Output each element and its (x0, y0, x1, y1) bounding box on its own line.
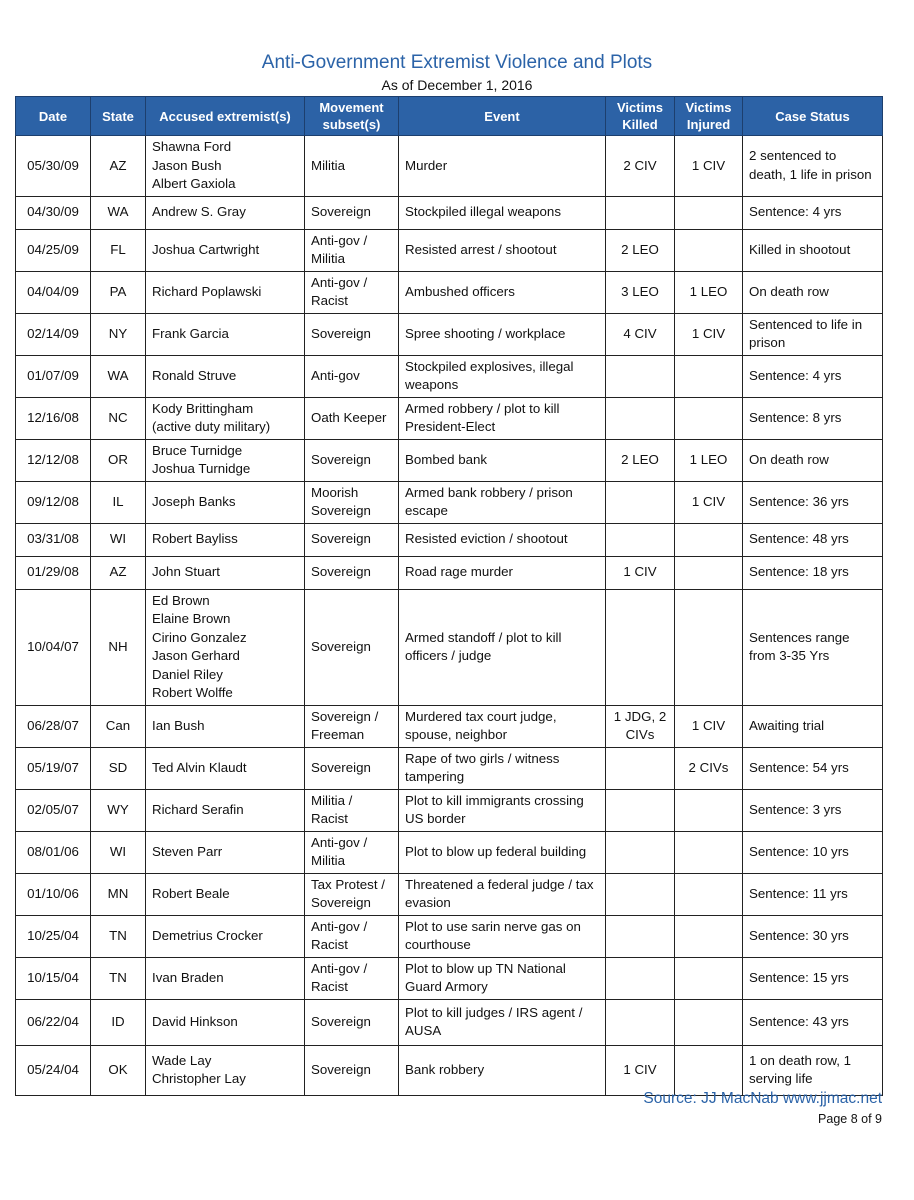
header-victims-killed: Victims Killed (606, 97, 675, 136)
victims-killed-cell: 1 CIV (606, 1045, 675, 1095)
victims-injured-cell (675, 915, 743, 957)
accused-cell (146, 313, 305, 355)
victims-killed-cell (606, 873, 675, 915)
accused-name: Steven Parr (152, 843, 223, 859)
accused-cell (146, 705, 305, 747)
movement-cell: Sovereign (305, 556, 399, 589)
date-cell: 02/14/09 (16, 313, 91, 355)
case-status-cell: 2 sentenced to death, 1 life in prison (743, 136, 883, 197)
state-cell: TN (91, 957, 146, 999)
state-cell: AZ (91, 136, 146, 197)
date-cell: 10/04/07 (16, 589, 91, 705)
case-status-cell: Sentence: 54 yrs (743, 747, 883, 789)
accused-name: Richard Poplawski (152, 283, 262, 299)
movement-cell: Sovereign (305, 1045, 399, 1095)
accused-name: Joseph Banks (152, 493, 236, 509)
accused-cell (146, 271, 305, 313)
date-cell: 01/29/08 (16, 556, 91, 589)
date-cell: 02/05/07 (16, 789, 91, 831)
victims-killed-cell (606, 355, 675, 397)
accused-name: Ted Alvin Klaudt (152, 759, 247, 775)
document-subtitle: As of December 1, 2016 (381, 77, 533, 93)
state-cell: WI (91, 523, 146, 556)
table-row (16, 1045, 883, 1095)
victims-injured-cell: 1 LEO (675, 439, 743, 481)
case-status-cell: Sentence: 48 yrs (743, 523, 883, 556)
state-cell: Can (91, 705, 146, 747)
victims-injured-cell (675, 1045, 743, 1095)
date-cell: 01/07/09 (16, 355, 91, 397)
victims-injured-cell (675, 957, 743, 999)
table-row (16, 873, 883, 915)
case-status-cell: Sentence: 43 yrs (743, 999, 883, 1045)
table-row (16, 705, 883, 747)
movement-cell: Anti-gov (305, 355, 399, 397)
table-row (16, 523, 883, 556)
state-cell: SD (91, 747, 146, 789)
victims-injured-cell (675, 355, 743, 397)
victims-injured-cell (675, 397, 743, 439)
state-cell: TN (91, 915, 146, 957)
movement-cell: Sovereign (305, 313, 399, 355)
event-cell: Armed standoff / plot to kill officers / judge (399, 589, 606, 705)
date-cell: 12/12/08 (16, 439, 91, 481)
event-cell: Plot to use sarin nerve gas on courthouse (399, 915, 606, 957)
state-cell: WI (91, 831, 146, 873)
event-cell: Spree shooting / workplace (399, 313, 606, 355)
movement-cell: Militia / Racist (305, 789, 399, 831)
movement-cell: Sovereign / Freeman (305, 705, 399, 747)
movement-cell: Anti-gov / Racist (305, 915, 399, 957)
case-status-cell: Killed in shootout (743, 229, 883, 271)
table-row (16, 229, 883, 271)
accused-name: Christopher Lay (152, 1071, 246, 1086)
movement-cell: Sovereign (305, 196, 399, 229)
victims-killed-cell: 2 CIV (606, 136, 675, 197)
table-body (16, 136, 883, 1096)
event-cell: Stockpiled illegal weapons (399, 196, 606, 229)
accused-name: Robert Wolffe (152, 685, 233, 700)
accused-cell (146, 999, 305, 1045)
event-cell: Resisted arrest / shootout (399, 229, 606, 271)
header-date: Date (16, 97, 91, 136)
accused-name: Robert Bayliss (152, 531, 238, 547)
accused-cell (146, 229, 305, 271)
date-cell: 05/24/04 (16, 1045, 91, 1095)
victims-killed-cell: 1 JDG, 2 CIVs (606, 705, 675, 747)
accused-cell (146, 136, 305, 197)
state-cell: NH (91, 589, 146, 705)
movement-cell: Tax Protest / Sovereign (305, 873, 399, 915)
victims-injured-cell (675, 831, 743, 873)
date-cell: 03/31/08 (16, 523, 91, 556)
victims-killed-cell (606, 957, 675, 999)
table-row (16, 957, 883, 999)
victims-killed-cell (606, 747, 675, 789)
state-cell: AZ (91, 556, 146, 589)
header-accused: Accused extremist(s) (146, 97, 305, 136)
date-cell: 06/22/04 (16, 999, 91, 1045)
accused-cell (146, 556, 305, 589)
victims-killed-cell (606, 789, 675, 831)
extremist-violence-table (15, 96, 883, 1096)
case-status-cell: On death row (743, 439, 883, 481)
state-cell: WY (91, 789, 146, 831)
accused-cell (146, 873, 305, 915)
victims-injured-cell: 2 CIVs (675, 747, 743, 789)
accused-name: John Stuart (152, 564, 221, 580)
date-cell: 04/30/09 (16, 196, 91, 229)
accused-cell (146, 397, 305, 439)
event-cell: Plot to blow up federal building (399, 831, 606, 873)
victims-killed-cell (606, 915, 675, 957)
header-movement: Movement subset(s) (305, 97, 399, 136)
accused-cell (146, 589, 305, 705)
state-cell: FL (91, 229, 146, 271)
accused-name: David Hinkson (152, 1013, 238, 1029)
victims-killed-cell (606, 589, 675, 705)
table-row (16, 589, 883, 705)
date-cell: 10/15/04 (16, 957, 91, 999)
state-cell: WA (91, 196, 146, 229)
accused-name: Joshua Cartwright (152, 241, 260, 257)
accused-cell (146, 481, 305, 523)
movement-cell: Sovereign (305, 523, 399, 556)
movement-cell: Sovereign (305, 589, 399, 705)
victims-injured-cell (675, 873, 743, 915)
date-cell: 01/10/06 (16, 873, 91, 915)
case-status-cell: Sentence: 4 yrs (743, 355, 883, 397)
event-cell: Murder (399, 136, 606, 197)
case-status-cell: On death row (743, 271, 883, 313)
event-cell: Road rage murder (399, 556, 606, 589)
victims-injured-cell (675, 789, 743, 831)
accused-name: Wade Lay (152, 1052, 212, 1068)
accused-name: Jason Gerhard (152, 648, 240, 663)
victims-injured-cell (675, 589, 743, 705)
accused-name: Andrew S. Gray (152, 204, 246, 220)
state-cell: IL (91, 481, 146, 523)
table-row (16, 355, 883, 397)
accused-cell (146, 355, 305, 397)
date-cell: 12/16/08 (16, 397, 91, 439)
state-cell: MN (91, 873, 146, 915)
header-case-status: Case Status (743, 97, 883, 136)
case-status-cell: Sentence: 15 yrs (743, 957, 883, 999)
victims-killed-cell (606, 831, 675, 873)
date-cell: 08/01/06 (16, 831, 91, 873)
victims-injured-cell: 1 CIV (675, 481, 743, 523)
table-header-row (16, 97, 883, 136)
case-status-cell: Sentenced to life in prison (743, 313, 883, 355)
accused-name: Albert Gaxiola (152, 176, 236, 191)
table-row (16, 439, 883, 481)
table-row (16, 136, 883, 197)
victims-injured-cell: 1 LEO (675, 271, 743, 313)
event-cell: Plot to blow up TN National Guard Armory (399, 957, 606, 999)
victims-injured-cell: 1 CIV (675, 313, 743, 355)
accused-cell (146, 439, 305, 481)
movement-cell: Moorish Sovereign (305, 481, 399, 523)
accused-cell (146, 523, 305, 556)
event-cell: Threatened a federal judge / tax evasion (399, 873, 606, 915)
event-cell: Armed robbery / plot to kill President-Elect (399, 397, 606, 439)
date-cell: 09/12/08 (16, 481, 91, 523)
victims-killed-cell: 3 LEO (606, 271, 675, 313)
accused-name: Shawna Ford (152, 139, 232, 154)
movement-cell: Anti-gov / Militia (305, 229, 399, 271)
table-row (16, 831, 883, 873)
case-status-cell: Sentence: 10 yrs (743, 831, 883, 873)
accused-cell (146, 196, 305, 229)
accused-name: Daniel Riley (152, 666, 223, 682)
source-credit: Source: JJ MacNab www.jjmac.net (643, 1090, 882, 1107)
victims-killed-cell: 2 LEO (606, 439, 675, 481)
event-cell: Rape of two girls / witness tampering (399, 747, 606, 789)
accused-name: Robert Beale (152, 885, 230, 901)
state-cell: ID (91, 999, 146, 1045)
accused-name: Elaine Brown (152, 611, 231, 626)
victims-killed-cell (606, 523, 675, 556)
table-row (16, 271, 883, 313)
case-status-cell: Sentence: 8 yrs (743, 397, 883, 439)
table-row (16, 313, 883, 355)
event-cell: Armed bank robbery / prison escape (399, 481, 606, 523)
table-row (16, 397, 883, 439)
movement-cell: Militia (305, 136, 399, 197)
event-cell: Resisted eviction / shootout (399, 523, 606, 556)
accused-cell (146, 831, 305, 873)
date-cell: 04/04/09 (16, 271, 91, 313)
accused-name: Cirino Gonzalez (152, 629, 247, 645)
victims-killed-cell: 1 CIV (606, 556, 675, 589)
accused-cell (146, 1045, 305, 1095)
table-row (16, 747, 883, 789)
victims-injured-cell (675, 523, 743, 556)
case-status-cell: Sentence: 4 yrs (743, 196, 883, 229)
event-cell: Bank robbery (399, 1045, 606, 1095)
state-cell: PA (91, 271, 146, 313)
accused-name: Ivan Braden (152, 969, 224, 985)
accused-cell (146, 747, 305, 789)
header-event: Event (399, 97, 606, 136)
event-cell: Murdered tax court judge, spouse, neighbor (399, 705, 606, 747)
event-cell: Stockpiled explosives, illegal weapons (399, 355, 606, 397)
case-status-cell: Sentence: 36 yrs (743, 481, 883, 523)
case-status-cell: 1 on death row, 1 serving life (743, 1045, 883, 1095)
movement-cell: Anti-gov / Racist (305, 271, 399, 313)
case-status-cell: Sentences range from 3-35 Yrs (743, 589, 883, 705)
event-cell: Bombed bank (399, 439, 606, 481)
case-status-cell: Sentence: 11 yrs (743, 873, 883, 915)
accused-name: Ian Bush (152, 717, 205, 733)
movement-cell: Anti-gov / Militia (305, 831, 399, 873)
page-number: Page 8 of 9 (818, 1112, 882, 1126)
table-row (16, 196, 883, 229)
case-status-cell: Sentence: 3 yrs (743, 789, 883, 831)
table-row (16, 481, 883, 523)
victims-injured-cell (675, 229, 743, 271)
movement-cell: Sovereign (305, 747, 399, 789)
accused-name: Joshua Turnidge (152, 461, 251, 476)
victims-injured-cell: 1 CIV (675, 705, 743, 747)
accused-name: Ed Brown (152, 592, 210, 608)
accused-name: Ronald Struve (152, 367, 237, 383)
victims-injured-cell (675, 196, 743, 229)
date-cell: 10/25/04 (16, 915, 91, 957)
movement-cell: Oath Keeper (305, 397, 399, 439)
state-cell: OK (91, 1045, 146, 1095)
movement-cell: Anti-gov / Racist (305, 957, 399, 999)
movement-cell: Sovereign (305, 999, 399, 1045)
accused-name: (active duty military) (152, 419, 271, 434)
state-cell: OR (91, 439, 146, 481)
case-status-cell: Sentence: 18 yrs (743, 556, 883, 589)
state-cell: NY (91, 313, 146, 355)
case-status-cell: Awaiting trial (743, 705, 883, 747)
table-row (16, 915, 883, 957)
victims-killed-cell (606, 999, 675, 1045)
table-row (16, 999, 883, 1045)
accused-name: Demetrius Crocker (152, 927, 263, 943)
accused-name: Jason Bush (152, 157, 222, 173)
header-state: State (91, 97, 146, 136)
date-cell: 05/19/07 (16, 747, 91, 789)
accused-name: Frank Garcia (152, 325, 229, 341)
victims-killed-cell: 4 CIV (606, 313, 675, 355)
victims-injured-cell (675, 999, 743, 1045)
state-cell: WA (91, 355, 146, 397)
state-cell: NC (91, 397, 146, 439)
victims-killed-cell (606, 397, 675, 439)
victims-killed-cell (606, 196, 675, 229)
event-cell: Ambushed officers (399, 271, 606, 313)
case-status-cell: Sentence: 30 yrs (743, 915, 883, 957)
victims-injured-cell (675, 556, 743, 589)
accused-cell (146, 957, 305, 999)
date-cell: 04/25/09 (16, 229, 91, 271)
date-cell: 06/28/07 (16, 705, 91, 747)
document-title: Anti-Government Extremist Violence and Plots (261, 52, 653, 73)
victims-injured-cell: 1 CIV (675, 136, 743, 197)
accused-name: Bruce Turnidge (152, 442, 243, 458)
date-cell: 05/30/09 (16, 136, 91, 197)
victims-killed-cell (606, 481, 675, 523)
victims-killed-cell: 2 LEO (606, 229, 675, 271)
header-victims-injured: Victims Injured (675, 97, 743, 136)
table-row (16, 789, 883, 831)
accused-cell (146, 915, 305, 957)
event-cell: Plot to kill judges / IRS agent / AUSA (399, 999, 606, 1045)
movement-cell: Sovereign (305, 439, 399, 481)
table-row (16, 556, 883, 589)
accused-cell (146, 789, 305, 831)
accused-name: Richard Serafin (152, 801, 244, 817)
event-cell: Plot to kill immigrants crossing US border (399, 789, 606, 831)
accused-name: Kody Brittingham (152, 400, 254, 416)
